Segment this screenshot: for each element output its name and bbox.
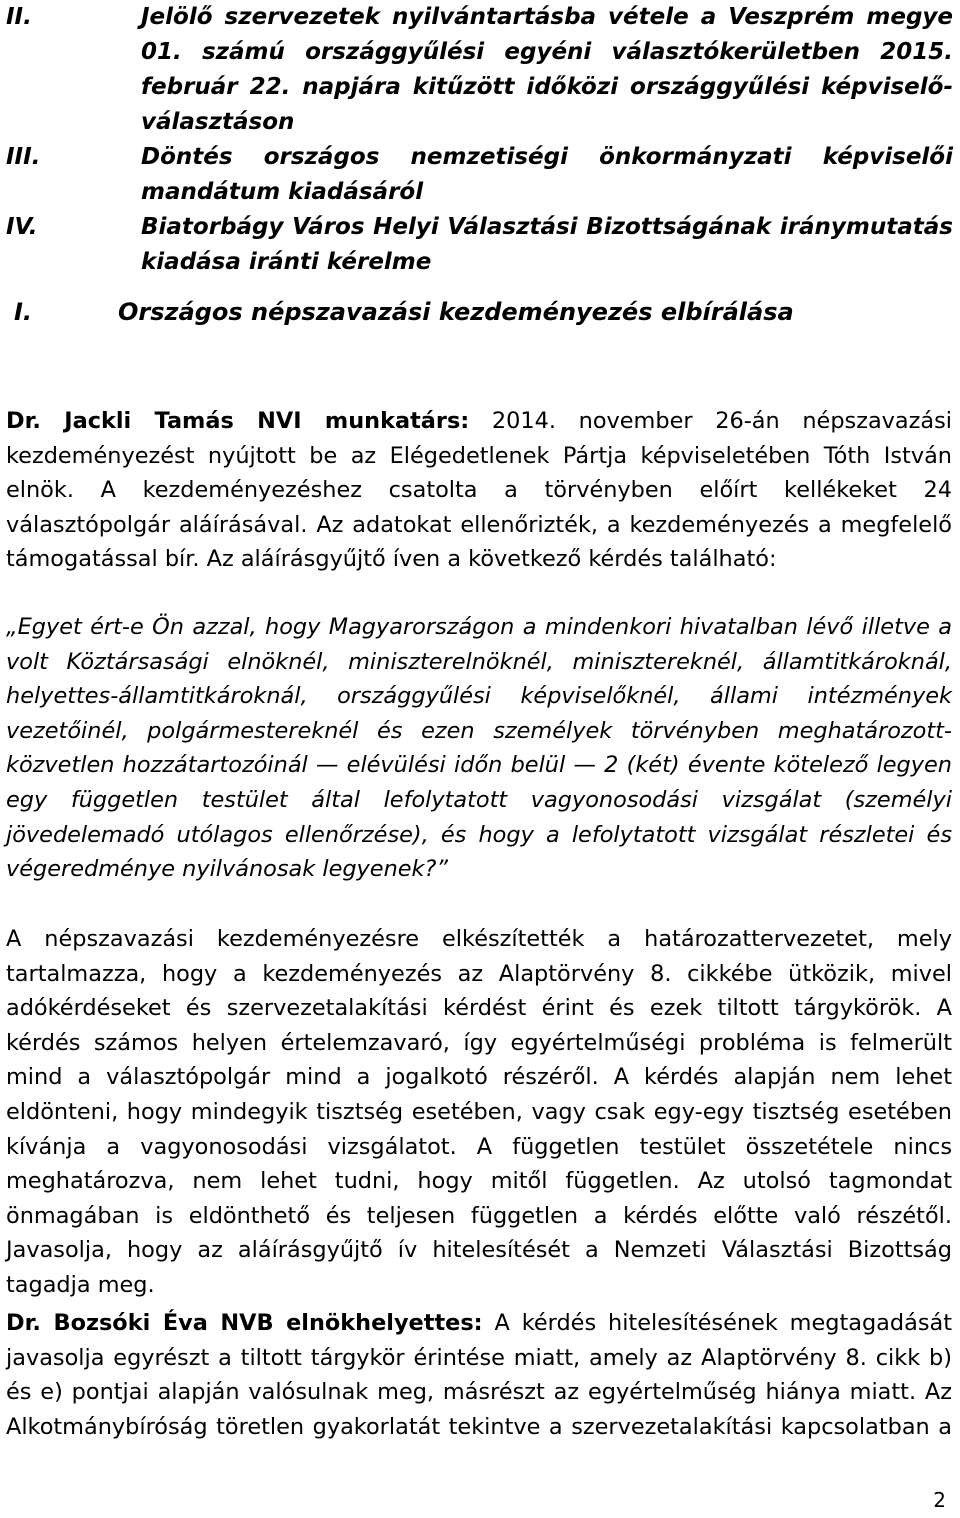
- agenda-item-text: Döntés országos nemzetiségi önkormányzati képviselői mandátum kiadásáról: [141, 144, 953, 205]
- page-number: 2: [933, 1488, 946, 1512]
- paragraph-resolution-draft: A népszavazási kezdeményezésre elkészítették a határozattervezetet, mely tartalmazza, hogy a kezdeményezés az Alaptörvény 8. cikkébe ütközik, mivel adókérdéseket és szervezetalakítási kérdést érint és ezek tiltott tárgykörök. A kérdés számos helyen értelemzavaró, így egyértelműségi probléma is felmerült mind a választópolgár mind a jogalkotó részéről. A kérdés alapján nem lehet eldönteni, hogy mindegyik tisztség esetében, vagy csak egy-egy tisztség esetében kívánja a vagyonosodási vizsgálatot. A független testület összetétele nincs meghatározva, nem lehet tudni, hogy mitől független. Az utolsó tagmondat önmagában is eldönthető és teljesen független a kérdés előtte való részétől. Javasolja, hogy az aláírásgyűjtő ív hitelesítését a Nemzeti Választási Bizottság tagadja meg.: [6, 926, 952, 1298]
- section-title: Országos népszavazási kezdeményezés elbírálása: [118, 298, 794, 326]
- agenda-list: [0, 0, 960, 280]
- agenda-item: [0, 0, 960, 140]
- agenda-item: [0, 140, 960, 210]
- speaker-paragraph-bozsoki: [6, 1306, 952, 1444]
- paragraph-text: 2014. november 26-án népszavazási kezdeményezést nyújtott be az Elégedetlenek Pártja képviseletében Tóth István elnök. A kezdeményezéshez csatolta a törvényben előírt kellékeket 24 választópolgár aláírásával. Az adatokat ellenőrizték, a kezdeményezés a megfelelő támogatással bír. Az aláírásgyűjtő íven a következő kérdés található:: [6, 408, 952, 573]
- agenda-item: [0, 210, 960, 280]
- speaker-name: Dr. Jackli Tamás NVI munkatárs:: [6, 408, 470, 434]
- agenda-item-text: Biatorbágy Város Helyi Választási Bizottságának iránymutatás kiadása iránti kérelme: [141, 214, 953, 275]
- agenda-item-text: Jelölő szervezetek nyilvántartásba vétele a Veszprém megye 01. számú országgyűlési egyéni választókerületben 2015. február 22. napjára kitűzött időközi országgyűlési képviselő-választáson: [141, 4, 953, 135]
- agenda-item-number: II.: [6, 4, 32, 30]
- paragraph-text: A kérdés hitelesítésének megtagadását javasolja egyrészt a tiltott tárgykör érintése miatt, amely az Alaptörvény 8. cikk b) és e) pontjai alapján valósulnak meg, másrészt az egyértelműség hiánya miatt. Az Alkotmánybíróság töretlen gyakorlatát tekintve a szervezetalakítási kapcsolatban a: [6, 1310, 953, 1440]
- section-number: I.: [14, 298, 33, 326]
- speaker-paragraph-jackli: [6, 404, 952, 577]
- section-heading: [14, 294, 944, 330]
- agenda-item-number: III.: [6, 144, 41, 170]
- agenda-item-number: IV.: [6, 214, 38, 240]
- referendum-question-quote: „Egyet ért-e Ön azzal, hogy Magyarországon a mindenkori hivatalban lévő illetve a volt Köztársasági elnöknél, miniszterelnöknél, minisztereknél, államtitkároknál, helyettes-államtitkároknál, országgyűlési képviselőknél, állami intézmények vezetőinél, polgármestereknél és ezen személyek törvényben meghatározott- közvetlen hozzátartozóinál — elévülési időn belül — 2 (két) évente kötelező legyen egy független testület által lefolytatott vagyonosodási vizsgálat (személyi jövedelemadó utólagos ellenőrzése), és hogy a lefolytatott vizsgálat részletei és végeredménye nyilvánosak legyenek?”: [6, 614, 952, 883]
- speaker-name: Dr. Bozsóki Éva NVB elnökhelyettes:: [6, 1310, 483, 1336]
